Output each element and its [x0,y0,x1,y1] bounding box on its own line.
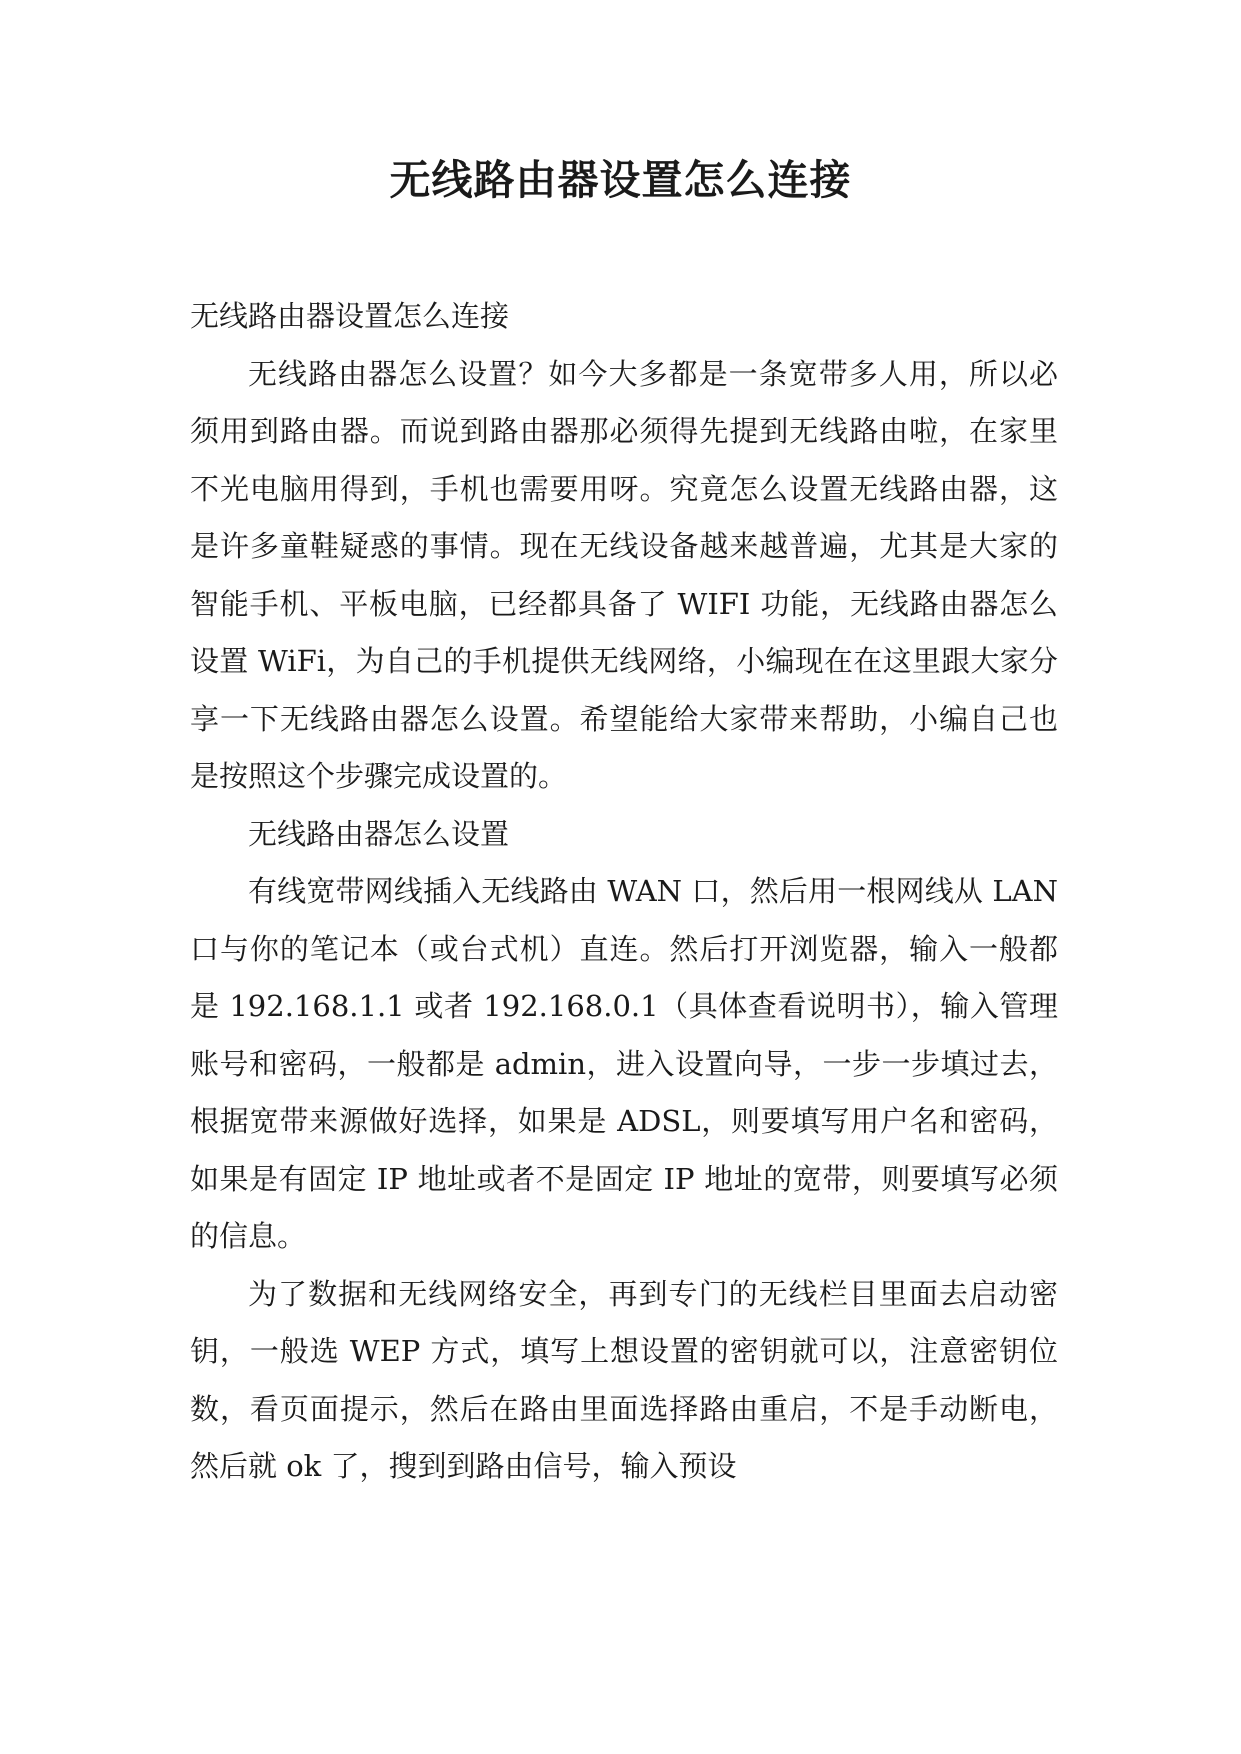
paragraph-subtitle: 无线路由器设置怎么连接 [190,299,510,333]
document-title: 无线路由器设置怎么连接 [389,156,852,204]
paragraph-section-heading: 无线路由器怎么设置 [248,816,510,851]
paragraph-intro: 无线路由器怎么设置？如今大多都是一条宽带多人用，所以必须用到路由器。而说到路由器那必须得先提到无线路由啦，在家里不光电脑用得到，手机也需要用呀。究竟怎么设置无线路由器，这是许多童鞋疑惑的事情。现在无线设备越来越普遍，尤其是大家的智能手机、平板电脑，已经都具备了 WIFI 功能，无线路由器怎么设置 WiFi，为自己的手机提供无线网络，小编现在在这里跟大家分享一下无线路由器怎么设置。希望能给大家带来帮助，小编自己也是按照这个步骤完成设置的。 [190,356,1058,793]
paragraph-security: 为了数据和无线网络安全，再到专门的无线栏目里面去启动密钥，一般选 WEP 方式，填写上想设置的密钥就可以，注意密钥位数，看页面提示，然后在路由里面选择路由重启，不是手动断电，然后就 ok 了，搜到到路由信号，输入预设 [190,1276,1058,1483]
document-body [190,288,1058,1496]
paragraph-setup-steps: 有线宽带网线插入无线路由 WAN 口，然后用一根网线从 LAN 口与你的笔记本（或台式机）直连。然后打开浏览器，输入一般都是 192.168.1.1 或者 192.168.0.1（具体查看说明书），输入管理账号和密码，一般都是 admin，进入设置向导，一步一步填过去，根据宽带来源做好选择，如果是 ADSL，则要填写用户名和密码，如果是有固定 IP 地址或者不是固定 IP 地址的宽带，则要填写必须的信息。 [190,874,1058,1253]
